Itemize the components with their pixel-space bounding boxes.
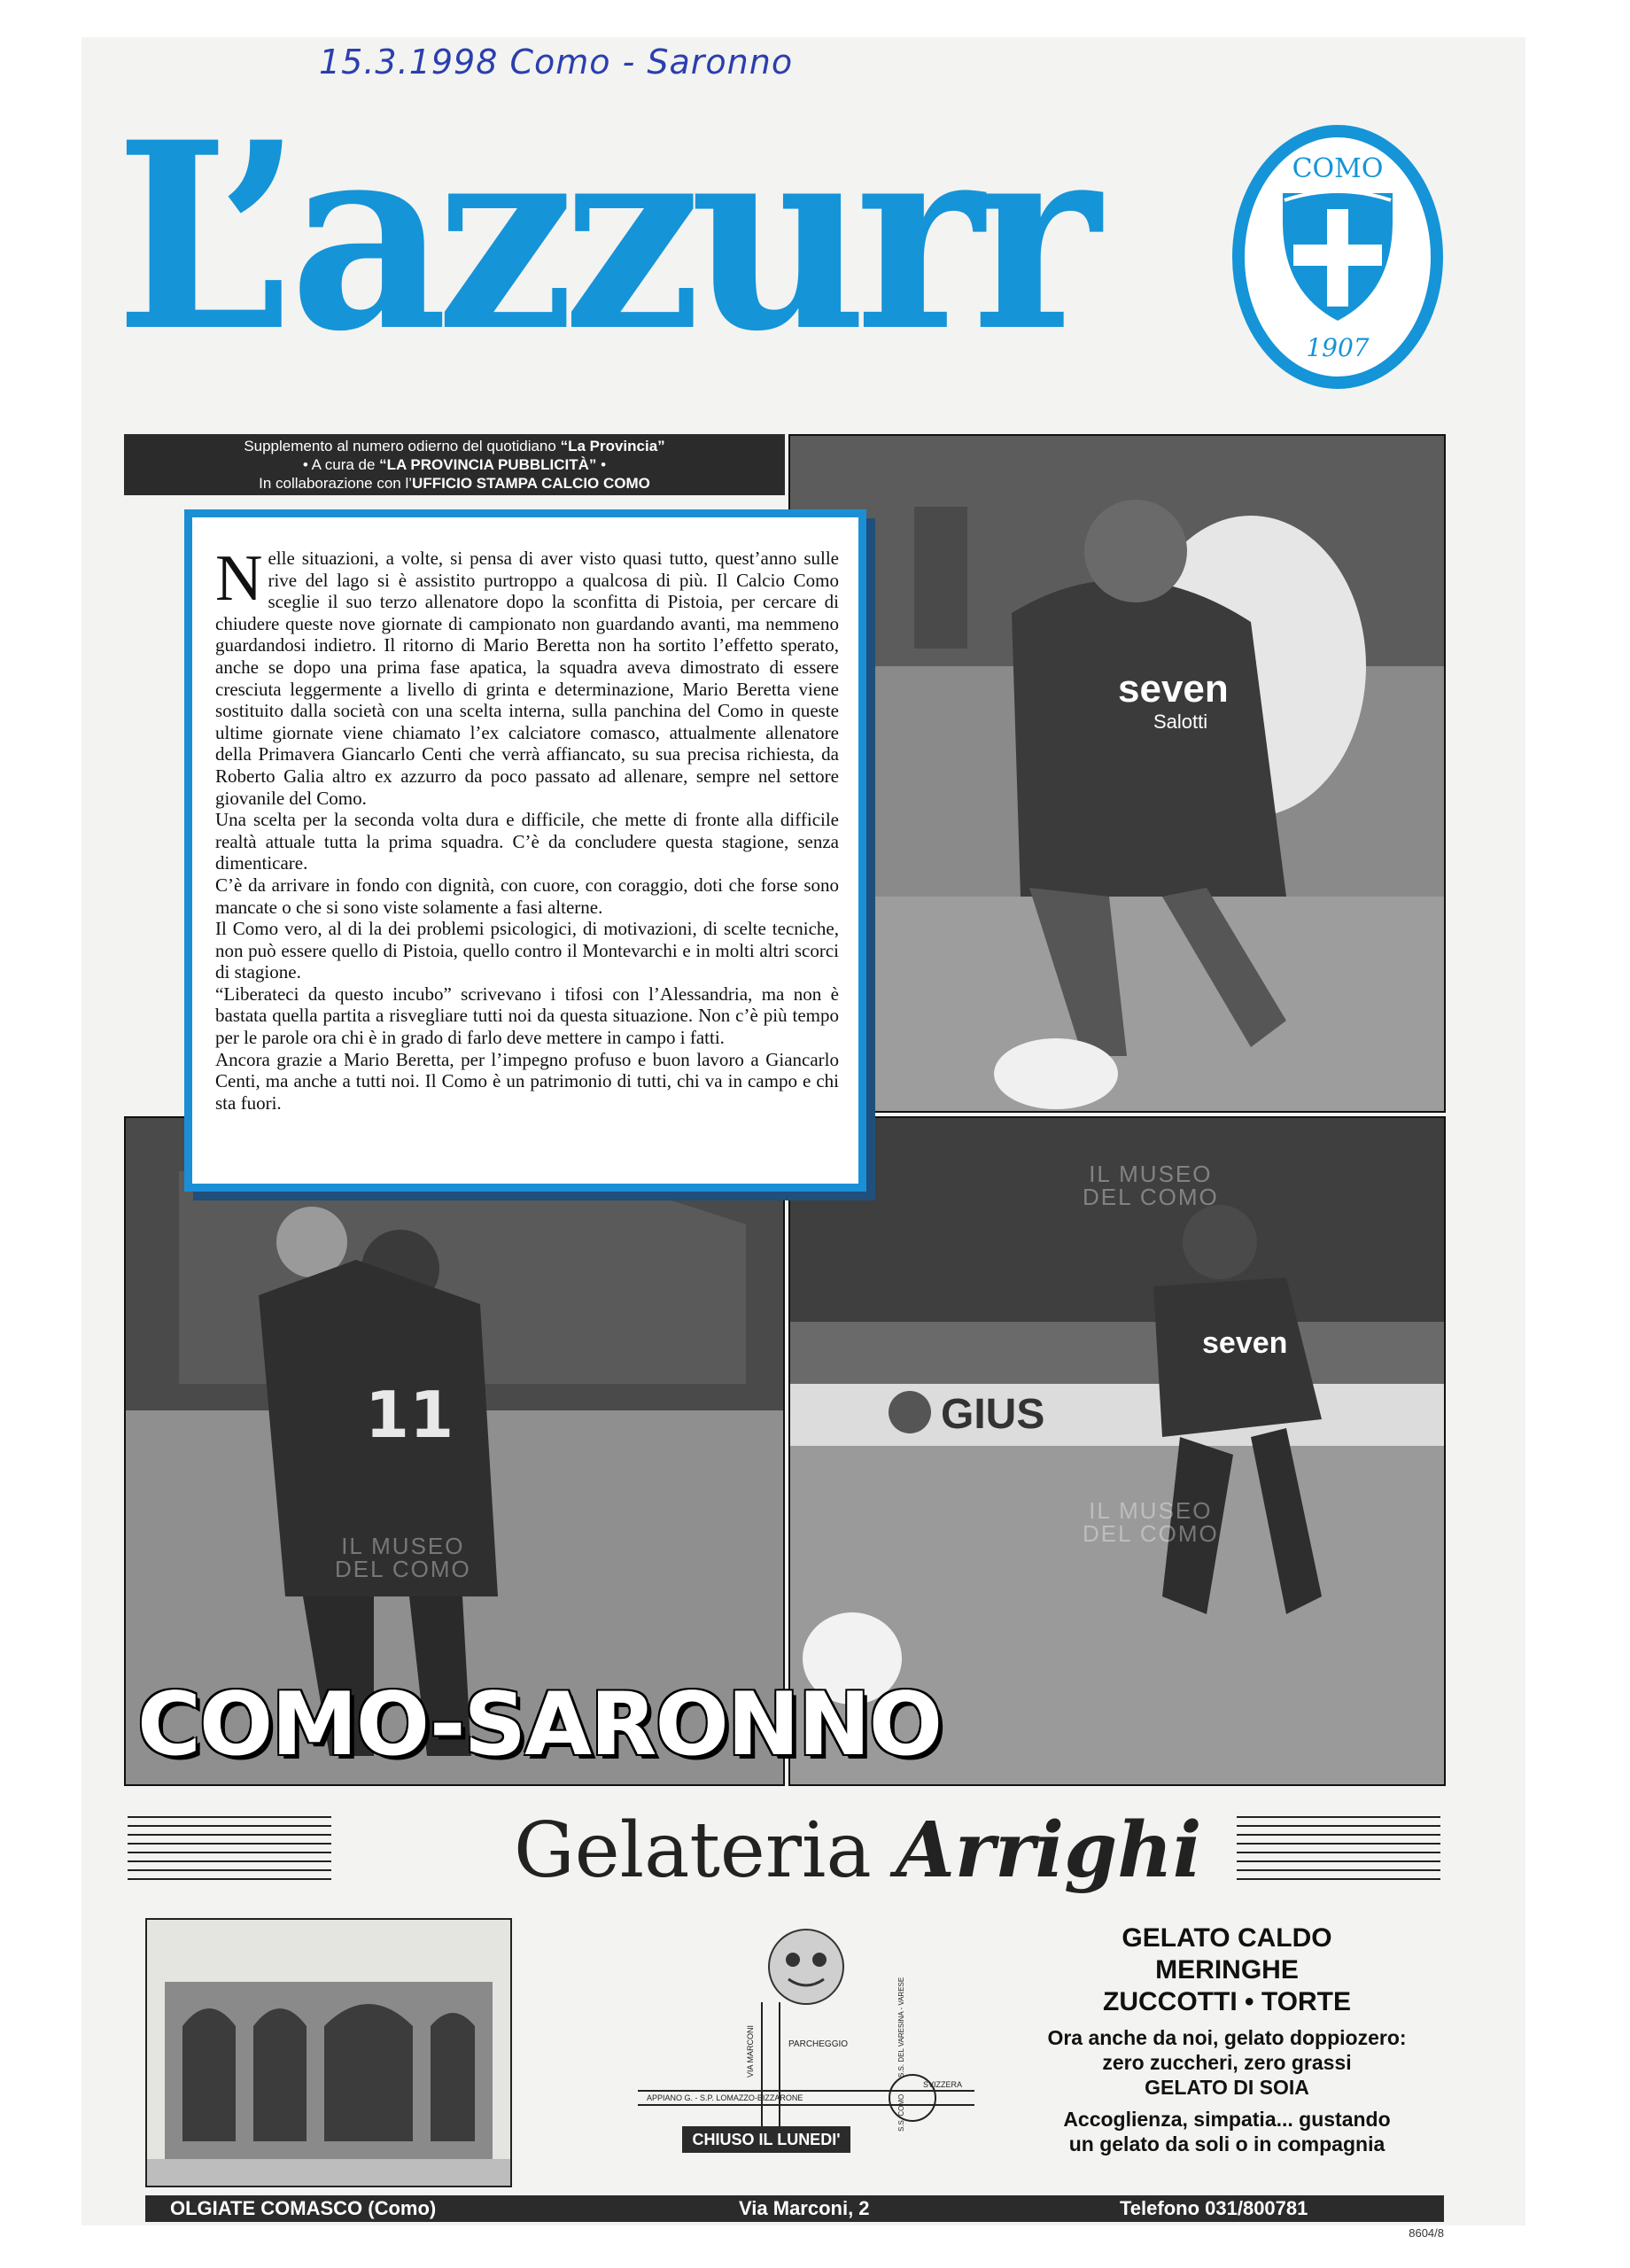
ad-promo-5: un gelato da soli o in compagnia [1068,2132,1386,2155]
ad-contact-bar [145,2195,1444,2222]
editorial-article [184,509,866,1192]
ad-promo-1: Ora anche da noi, gelato doppiozero: [1047,2026,1407,2049]
ad-address: Via Marconi, 2 [739,2197,870,2219]
photo-player-action [788,434,1446,1113]
map-label-como: S.S. COMO [897,2093,905,2132]
match-headline: COMO-SARONNO [137,1674,942,1775]
watermark-line1: IL MUSEO [1089,1161,1213,1187]
decor-lines-right [1237,1816,1440,1891]
supplement-line3: In collaborazione con l’ [259,475,413,492]
ad-name-prefix: Gelateria [514,1806,896,1895]
supplement-paper: “La Provincia” [560,438,665,454]
right-shirt-sponsor: seven [1202,1326,1288,1360]
supplement-line1: Supplemento al numero odierno del quotidiano [244,438,561,454]
crest-year-text: 1907 [1306,333,1370,362]
como-crest-logo [1231,124,1444,390]
closed-day-label: CHIUSO IL LUNEDI' [682,2126,850,2153]
ad-line-gelato-caldo: GELATO CALDO [1122,1923,1332,1953]
article-paragraph: elle situazioni, a volte, si pensa di aver visto quasi tutto, quest’anno sulle rive del lago si è assistito purtroppo a qualcosa di più. Il Calcio Como sceglie il suo terzo allenatore dopo la sconfitta di Pistoia, per cercare di chiudere queste nove giornate di campionato non guardando avanti, ma nemmeno guardandosi indietro. Il ritorno di Mario Beretta non ha sortito l’effetto sperato, anche se dopo una prima fase apatica, la squadra aveva dimostrato di essere cresciuta leggermente a livello di grinta e determinazione, Mario Beretta viene sostituito dalla società con una scelta interna, sulla panchina del Como in queste ultime giornate viene chiamato l’ex calciatore comasco, attualmente allenatore della Primavera Giancarlo Centi che verrà affiancato, su sua precisa richiesta, da Roberto Galia altro ex azzurro da poco passato ad allenare, sempre nel settore giovanile del Como. [215,548,839,809]
map-label-parking: PARCHEGGIO [788,2039,849,2049]
map-label-varese: S.S. DEL VARESINA - VARESE [897,1977,905,2078]
masthead-title: L’azzurr [115,87,1090,388]
watermark [335,1534,471,1581]
watermark [1083,1162,1219,1208]
article-paragraph: “Liberateci da questo incubo” scrivevano i tifosi con l’Alessandria, ma non è bastata quella partita a risvegliare tutti noi da questa situazione. Non c’è più tempo per le parole ora chi è in grado di farlo deve mettere in campo i fatti. [215,983,839,1049]
decor-lines-left [128,1816,331,1891]
ad-promo-4: Accoglienza, simpatia... gustando [1063,2108,1391,2131]
location-map [620,1922,992,2135]
ad-phone: Telefono 031/800781 [1120,2197,1308,2219]
watermark [1083,1499,1219,1545]
map-label-via-marconi: VIA MARCONI [746,2024,755,2078]
shop-building-photo [145,1918,512,2187]
supplement-bullet: • [596,456,607,473]
article-paragraph: Ancora grazie a Mario Beretta, per l’impegno profuso e buon lavoro a Giancarlo Centi, ma anche a tutti noi. Il Como è un patrimonio di tutti, chi va in campo e chi sta fuori. [215,1048,839,1114]
ad-code: 8604/8 [1409,2226,1444,2240]
ad-offer-text [1010,1922,1444,2156]
ad-city: OLGIATE COMASCO (Como) [170,2197,437,2219]
ad-promo-3: GELATO DI SOIA [1145,2076,1309,2099]
article-dropcap: N [215,542,263,615]
ad-shop-name [514,1806,1201,1895]
map-label-appiano: APPIANO G. - S.P. LOMAZZO-BIZZARONE [647,2093,803,2102]
watermark-line1: IL MUSEO [341,1533,465,1559]
ad-name-bold: Arrighi [896,1806,1202,1895]
left-shirt-number: 11 [365,1378,454,1452]
right-ad-banner-text: GIUS [941,1391,1045,1438]
supplement-line2: • A cura de [302,456,380,473]
supplement-press-office: UFFICIO STAMPA CALCIO COMO [412,475,650,492]
top-shirt-sponsor: seven [1118,667,1229,711]
supplement-publisher: “LA PROVINCIA PUBBLICITÀ” [379,456,597,473]
article-paragraph: Una scelta per la seconda volta dura e difficile, che mette di fronte alla difficile realtà attuale tutta la prima squadra. C’è da concludere questa stagione, senza dimenticare. [215,809,839,874]
crest-top-text: COMO [1292,153,1384,184]
article-paragraph: Il Como vero, al di la dei problemi psicologici, di motivazioni, di scelte tecniche, non può essere quello di Pistoia, quello contro il Montevarchi e in molti altri scorci di stagione. [215,918,839,983]
watermark-line2: DEL COMO [335,1556,471,1582]
ad-promo-2: zero zuccheri, zero grassi [1102,2051,1352,2074]
gelateria-advertisement [124,1790,1444,2240]
watermark-line1: IL MUSEO [1089,1497,1213,1524]
watermark-line2: DEL COMO [1083,1184,1219,1210]
supplement-bar [124,434,785,495]
map-label-svizzera: SVIZZERA [923,2080,963,2089]
watermark-line2: DEL COMO [1083,1520,1219,1547]
article-paragraph: C’è da arrivare in fondo con dignità, con cuore, con coraggio, doti che forse sono mancate o che si sono viste solamente a fasi alterne. [215,874,839,918]
ad-line-zuccotti: ZUCCOTTI • TORTE [1103,1987,1351,2016]
ad-line-meringhe: MERINGHE [1155,1955,1299,1984]
handwritten-note: 15.3.1998 Como - Saronno [319,43,794,82]
top-shirt-sponsor-sub: Salotti [1153,711,1208,733]
